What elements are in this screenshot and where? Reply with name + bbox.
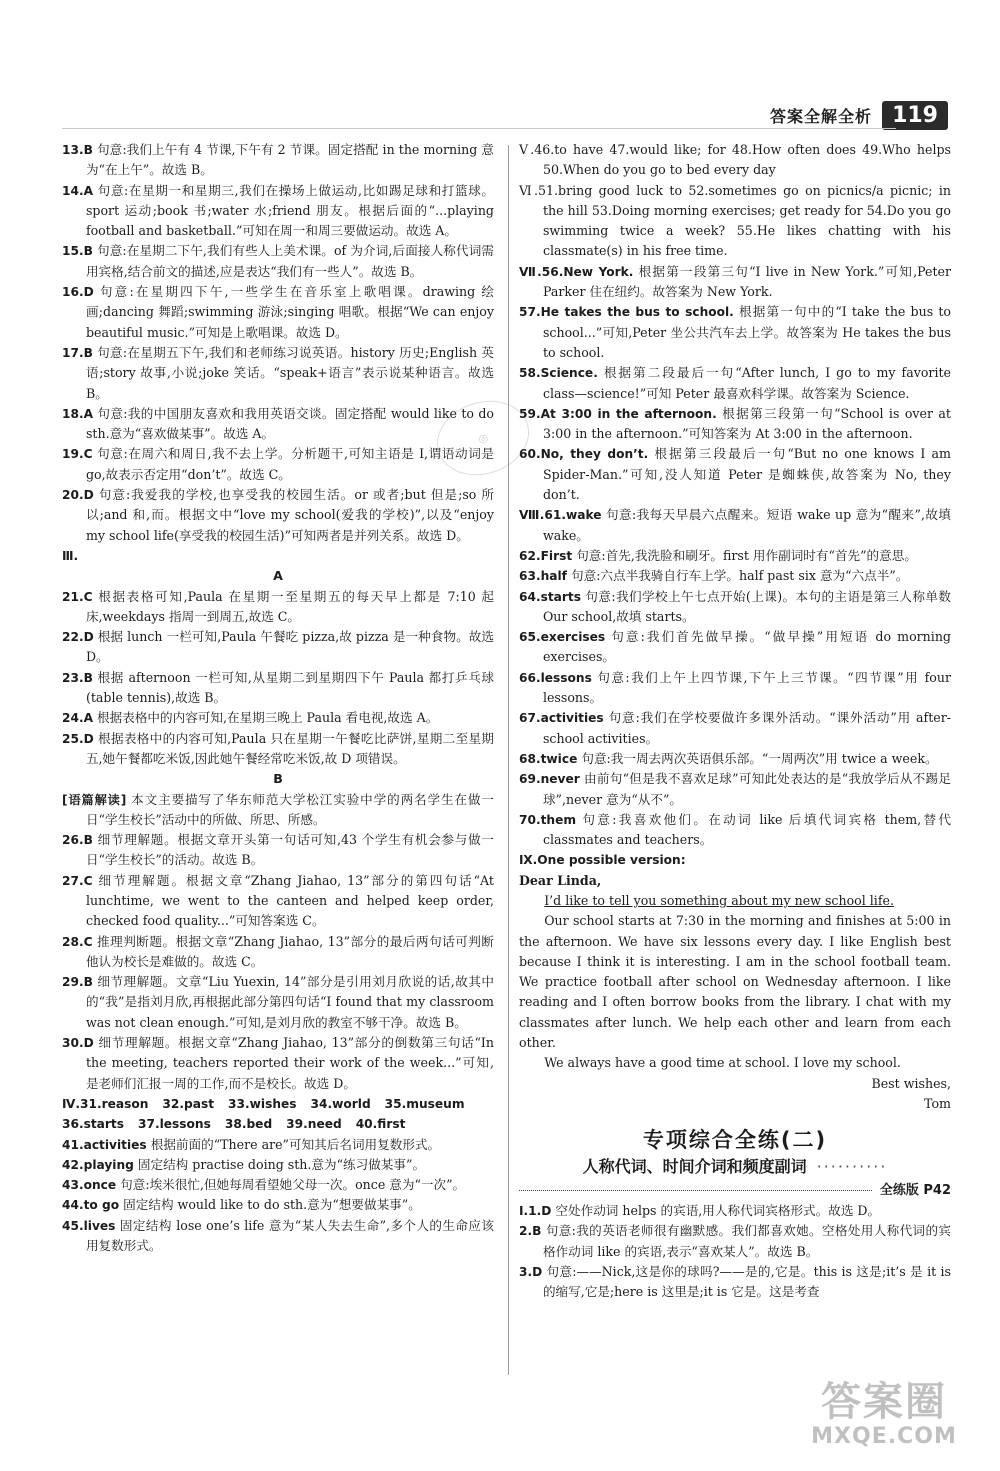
essay-salutation: Dear Linda, [519,872,602,888]
answer-item [519,546,951,566]
page-number: 119 [882,101,948,130]
answer-key: 21.C [62,589,93,604]
answer-explanation: 根据表格中的内容可知,Paula 只在星期一午餐吃比萨饼,星期二至星期五,她午餐都吃米饭,因此她午餐经常吃米饭,故 D 项错误。 [85,730,494,766]
answer-line: Ⅴ.46.to have 47.would like; for 48.How often does 49.Who helps 50.When do you go to bed every day [519,142,951,178]
answer-explanation: 本文主要描写了华东师范大学松江实验中学的两名学生在做一日“学生校长”活动中的所做、所思、所感。 [85,791,495,827]
answer-item [62,627,494,668]
faint-stamp-mark: ◎ [427,389,539,487]
answer-key: 35.museum [384,1096,465,1111]
answer-item [62,1175,494,1195]
answer-key: 42.playing [62,1157,134,1172]
answer-key: 2.B [519,1224,542,1239]
answer-item [519,668,951,709]
answer-item [62,972,494,1033]
watermark-en: MXQE.COM [811,1424,957,1449]
dotted-rule [519,1190,872,1191]
answer-item [519,769,951,810]
answer-key: 44.to go [62,1198,120,1213]
answer-item [62,871,494,932]
answer-item [62,729,494,770]
answer-key: 68.twice [519,751,578,766]
answer-key: 27.C [62,873,93,888]
answer-explanation: 句意:我们学校上午七点开始(上课)。本句的主语是第三人称单数 Our school,故填 starts。 [542,588,951,624]
answer-key: 29.B [62,975,93,990]
answer-key: 41.activities [62,1137,147,1152]
answer-item [62,1033,494,1094]
answer-item [62,1155,494,1175]
answer-item [519,1201,951,1221]
answer-explanation: 固定结构 practise doing sth.意为“练习做某事”。 [137,1156,426,1172]
answer-explanation: 句意:我们上午有 4 节课,下午有 2 节课。固定搭配 in the morning 意为“在上午”。故选 B。 [85,142,494,178]
answer-explanation: 根据第一句中的“I take the bus to school...”可知,Peter 坐公共汽车去上学。故答案为 He takes the bus to school. [542,304,952,360]
answer-explanation: 细节理解题。根据文章开头第一句话可知,43 个学生有机会参与做一日“学生校长”的活动。故选 B。 [85,832,494,868]
answer-key: 20.D [62,488,94,503]
answer-key: 37.lessons [138,1117,211,1132]
answer-item [519,810,951,851]
answer-key: [语篇解读] [62,792,127,807]
subsection-letter: B [273,771,283,787]
answer-item [519,404,951,445]
answer-key: 26.B [62,833,93,848]
answer-key: 14.A [62,183,94,198]
answer-key: 30.D [62,1036,94,1051]
answer-key: 15.B [62,244,93,259]
answer-explanation: 句意:六点半我骑自行车上学。half past six 意为“六点半”。 [571,568,909,584]
answer-item [519,363,951,404]
answer-explanation: 根据第三段最后一句“But no one knows I am Spider-Man.”可知,没人知道 Peter 是蜘蛛侠,故答案为 No, they don’t. [542,446,951,503]
answer-key: 43.once [62,1178,117,1193]
answer-explanation: 细节理解题。根据文章“Zhang Jiahao, 13”部分的倒数第三句话“In the meeting, teachers reported their work of the week...”可知,是老师们汇报一周的工作,而不是校长。故选 D。 [85,1035,494,1091]
answer-key: 38.bed [224,1117,273,1132]
answer-item [519,302,951,363]
answer-key: 70.them [519,812,577,827]
answer-item [519,262,951,303]
answer-item [62,404,494,445]
answer-key: Ⅷ.61.wake [519,508,602,523]
answer-explanation: 根据表格中的内容可知,在星期三晚上 Paula 看电视,故选 A。 [97,710,439,726]
answer-key: 65.exercises [519,630,606,645]
answer-key: 28.C [62,934,93,949]
answer-explanation: 推理判断题。根据文章“Zhang Jiahao, 13”部分的最后两句话可判断他认为校长是难做的。故选 C。 [85,933,494,969]
answer-item [519,1262,951,1303]
answer-key: 62.First [519,548,573,563]
answer-key: Ⅶ.56.New York. [519,264,634,279]
answer-item [62,444,494,485]
page-header [770,98,948,132]
answer-item [519,444,951,505]
answer-explanation: 句意:我每天早晨六点醒来。短语 wake up 意为“醒来”,故填 wake。 [542,507,951,543]
answer-explanation: 句意:我的中国朋友喜欢和我用英语交谈。固定搭配 would like to do sth.意为“喜欢做某事”。故选 A。 [85,405,494,442]
model-essay [519,850,951,1114]
header-rule [62,128,896,129]
answer-explanation: 根据 lunch 一栏可知,Paula 午餐吃 pizza,故 pizza 是一种食物。故选 D。 [85,629,494,665]
answer-explanation: 细节理解题。根据文章“Zhang Jiahao, 13”部分的第四句话“At lunchtime, we went to the canteen and helped keep order, checked food quality...”可知答案选 C。 [85,872,494,929]
essay-signature: Tom [924,1095,951,1111]
answer-item [62,241,494,282]
answer-explanation: 句意:我们上午上四节课,下午上三节课。“四节课”用 four lessons。 [542,669,951,706]
answer-explanation: 根据前面的“There are”可知其后名词用复数形式。 [150,1136,441,1152]
answer-explanation: 细节理解题。文章“Liu Yuexin, 14”部分是引用刘月欣说的话,故其中的“我”是指刘月欣,再根据此部分第四句话“I found that my classroom was not clean enough.”可知,是刘月欣的教室不够干净。故选 B。 [85,974,494,1030]
answer-item [62,830,494,871]
answer-item [519,587,951,628]
answer-item [519,749,951,769]
answer-key: 58.Science. [519,366,598,381]
answer-explanation: 句意:我的英语老师很有幽默感。我们都喜欢她。空格处用人称代词的宾格作动词 like 的宾语,表示“喜欢某人”。故选 B。 [542,1223,951,1259]
essay-label: Ⅸ.One possible version: [519,853,686,868]
answer-row [62,1114,494,1134]
answer-line: Ⅵ.51.bring good luck to 52.sometimes go on picnics/a picnic; in the hill 53.Doing morning exercises; get ready for 54.Do you go swimming twice a week? 55.He likes chatting with his classmate(s) in his free time. [519,182,951,259]
answer-item [62,343,494,404]
section-version: 全练版 P42 [879,1182,951,1198]
section-subtitle [519,1157,951,1177]
answer-key: 69.never [519,772,580,787]
answer-explanation: 句意:我们在学校要做许多课外活动。“课外活动”用 after-school activities。 [542,710,951,746]
right-column [519,140,951,1303]
answer-explanation: 根据第三段第一句“School is over at 3:00 in the afternoon.”可知答案为 At 3:00 in the afternoon. [542,405,951,442]
answer-explanation: 句意:在星期二下午,我们有些人上美术课。of 为介词,后面接人称代词需用宾格,结合前文的描述,应是表达“我们有一些人”。故选 B。 [85,243,494,279]
answer-item [62,181,494,242]
answer-key: 17.B [62,345,93,360]
left-column [62,140,494,1256]
answer-explanation: 根据表格可知,Paula 在星期一至星期五的每天早上都是 7:10 起床,weekdays 指周一到周五,故选 C。 [85,588,494,624]
answer-key: 36.starts [62,1117,124,1132]
answer-item [62,790,494,831]
answer-key: 23.B [62,670,93,685]
answer-explanation: 由前句“但是我不喜欢足球”可知此处表达的是“我放学后从不踢足球”,never 意为“从不”。 [542,771,951,807]
answer-explanation: 句意:首先,我洗脸和刷牙。first 用作副词时有“首先”的意思。 [576,547,917,563]
column-divider [508,145,509,1375]
section-heading [519,1130,951,1201]
answer-explanation: 句意:我一周去两次英语俱乐部。“一周两次”用 twice a week。 [581,750,938,766]
answer-item [62,587,494,628]
subsection-letter: A [273,568,283,584]
answer-key: 66.lessons [519,670,592,685]
answer-key: Ⅳ.31.reason [62,1096,149,1111]
answer-key: 18.A [62,406,94,421]
essay-body: Our school starts at 7:30 in the morning and finishes at 5:00 in the afternoon. We have six lessons every day. I like English best because I think it is interesting. I am in the school football team. We practice football after school on Wednesday afternoon. I like reading and I often borrow books from the library. I chat with my classmates after lunch. We help each other and learn from each other. [519,913,951,1051]
answer-explanation: 句意:我喜欢他们。在动词 like 后填代词宾格 them,替代 classmates and teachers。 [542,811,951,848]
right-answer-list [519,140,951,850]
answer-explanation: 空处作动词 helps 的宾语,用人称代词宾格形式。故选 D。 [555,1203,881,1219]
answer-explanation: 句意:我们首先做早操。“做早操”用短语 do morning exercises。 [542,629,951,665]
answer-item [519,627,951,668]
answer-item [62,140,494,181]
essay-intro: I’d like to tell you something about my new school life. [544,892,894,908]
answer-item [62,668,494,709]
header-title: 答案全解全析 [770,106,873,126]
answer-explanation: 句意:埃米很忙,但她每周看望她父母一次。once 意为“一次”。 [120,1177,466,1193]
section-subtitle-text: 人称代词、时间介词和频度副词 [582,1156,807,1176]
answer-key: 63.half [519,569,567,584]
essay-sign-off: Best wishes, [871,1075,951,1091]
answer-key: 57.He takes the bus to school. [519,305,734,320]
answer-explanation: 句意:在星期四下午,一些学生在音乐室上歌唱课。drawing 绘画;dancing 舞蹈;swimming 游泳;singing 唱歌。根据“We can enjoy beautiful music.”可知是上歌唱课。故选 D。 [85,284,494,340]
section-answer-list [519,1201,951,1302]
answer-item [62,708,494,728]
answer-item [519,505,951,546]
answer-explanation: 固定结构 lose one’s life 意为“某人失去生命”,多个人的生命应该用复数形式。 [85,1217,494,1254]
dotted-leader: ·········· [816,1156,888,1176]
answer-explanation: 句意:我爱我的学校,也享受我的校园生活。or 或者;but 但是;so 所以;and 和,而。根据文中“love my school(爱我的学校)”,以及“enjoy my school life(享受我的校园生活)”可知两者是并列关系。故选 D。 [85,487,494,543]
answer-key: 16.D [62,285,94,300]
answer-item [519,1221,951,1262]
section-version-bar [519,1181,951,1201]
answer-item [62,485,494,546]
answer-explanation: 根据第二段最后一句“After lunch, I go to my favorite class—science!”可知 Peter 最喜欢科学课。故答案为 Science. [542,365,951,401]
answer-key: 22.D [62,630,94,645]
answer-key: 33.wishes [228,1096,297,1111]
answer-key: 39.need [286,1117,342,1132]
answer-item [62,1135,494,1155]
answer-key: 45.lives [62,1218,116,1233]
answer-explanation: 句意:在星期一和星期三,我们在操场上做运动,比如踢足球和打篮球。sport 运动;book 书;water 水;friend 朋友。根据后面的“...playing football and basketball.”可知在周一和周三要做运动。故选 A。 [85,182,494,239]
answer-key: 13.B [62,143,93,157]
answer-explanation: 句意:在周六和周日,我不去上学。分析题干,可知主语是 I,谓语动词是 go,故表示否定用“don’t”。故选 C。 [85,446,494,482]
answer-explanation: 句意:——Nick,这是你的球吗?——是的,它是。this is 这是;it’s 是 it is 的缩写,它是;here is 这里是;it is 它是。这是考查 [542,1264,951,1300]
essay-closing: We always have a good time at school. I love my school. [544,1055,901,1071]
answer-key: 60.No, they don’t. [519,447,649,462]
answer-key: 25.D [62,731,94,746]
answer-item [519,566,951,586]
answer-key: 59.At 3:00 in the afternoon. [519,406,717,421]
answer-explanation: 根据 afternoon 一栏可知,从星期二到星期四下午 Paula 都打乒乓球(table tennis),故选 B。 [85,669,494,706]
answer-item [62,1216,494,1257]
answer-explanation: 根据第一段第三句“I live in New York.”可知,Peter Parker 住在纽约。故答案为 New York. [542,263,952,300]
section-title: 专项综合全练(二) [642,1128,828,1153]
answer-key: 19.C [62,447,93,462]
answer-key: 24.A [62,711,94,726]
answer-key: 64.starts [519,589,581,604]
answer-item [519,708,951,749]
answer-item [62,932,494,973]
answer-key: 40.first [355,1117,406,1132]
answer-item [62,282,494,343]
answer-explanation: 句意:在星期五下午,我们和老师练习说英语。history 历史;English 英语;story 故事,小说;joke 笑话。“speak+语言”表示说某种语言。故选 B。 [85,344,494,401]
answer-key: 32.past [162,1096,215,1111]
answer-row [62,1094,494,1114]
answer-key: Ⅰ.1.D [519,1204,552,1219]
answer-key: 67.activities [519,711,604,726]
answer-item [62,1195,494,1215]
watermark-cn: 答案圈 [821,1379,947,1425]
watermark-logo [804,1380,964,1449]
answer-explanation: 固定结构 would like to do sth.意为“想要做某事”。 [123,1197,421,1213]
part-heading: Ⅲ. [62,548,79,563]
answer-key: 34.world [310,1096,371,1111]
answer-key: 3.D [519,1265,543,1280]
